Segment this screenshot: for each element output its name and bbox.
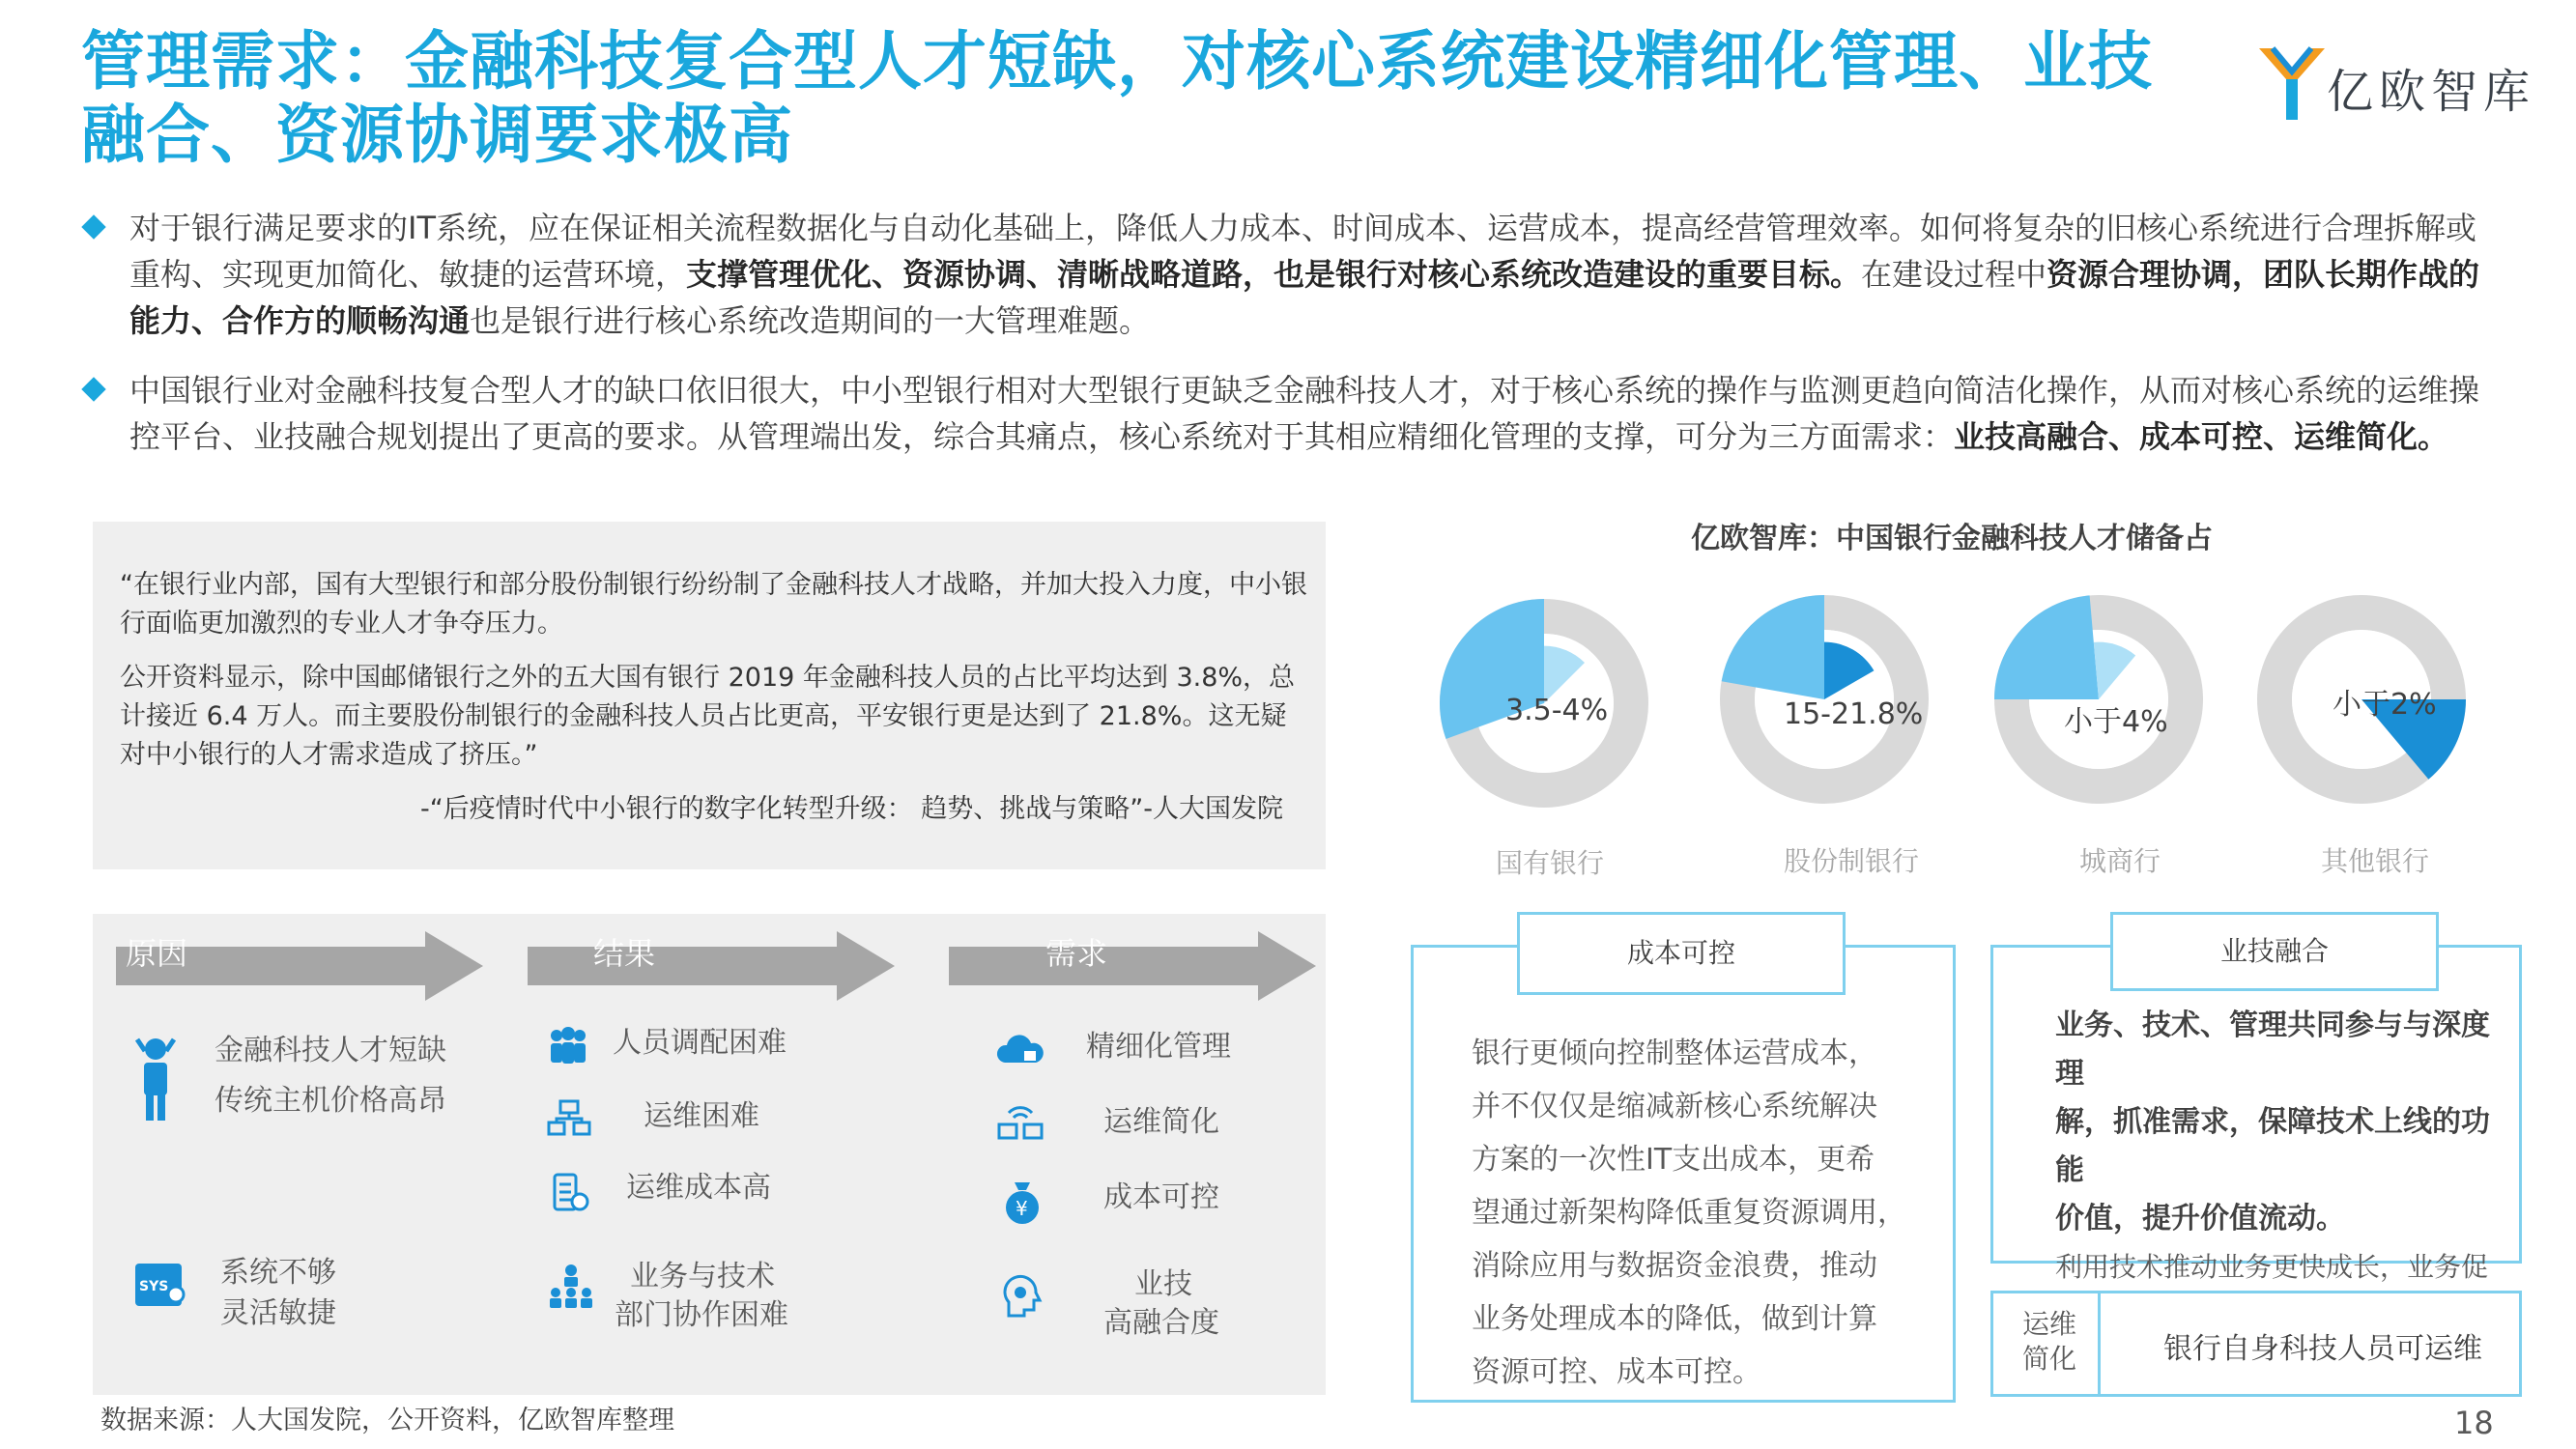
need-cost-control: 成本可控 [1103,1180,1219,1214]
need-ops-simplify: 运维简化 [1103,1105,1219,1139]
logo-text: 亿欧智库 [2327,65,2536,119]
org-chart-icon [547,1264,595,1310]
result-staffing: 人员调配困难 [613,1026,787,1060]
page-number: 18 [2454,1405,2494,1441]
result-biz-tech-line2: 部门协作困难 [615,1298,788,1332]
bullet1-text: 对于银行满足要求的IT系统，应在保证相关流程数据化与自动化基础上，降低人力成本、时间成本、运营成本，提高经营管理效率。如何将复杂的旧核心系统进行合理拆解或重构、实现更加简化、敏捷的运营环境， [129,210,2476,293]
brand-logo [2251,37,2541,124]
ops-simplify-box [1990,1291,2522,1397]
page-title [81,25,2207,172]
donut-category-other: 其他银行 [2320,845,2429,877]
reason-not-flexible-line1: 系统不够 [220,1256,336,1290]
money-bag-icon [999,1177,1045,1225]
svg-text:¥: ¥ [1016,1197,1028,1220]
donut-label-joint-stock: 15-21.8% [1784,697,1924,731]
need-fine-management: 精细化管理 [1086,1030,1231,1064]
bullet1-bold2: 资源合理协调，团队长期作战的能力、合作方的顺畅沟通 [129,256,2480,339]
quote-box [93,522,1326,869]
reason-mainframe-cost: 传统主机价格高昂 [215,1084,446,1118]
result-ops-cost: 运维成本高 [626,1171,771,1205]
reason-talent-shortage: 金融科技人才短缺 [215,1034,446,1067]
arrow-reason-label: 原因 [126,935,188,972]
biz-tech-fusion-tab: 业技融合 [2110,912,2439,991]
bullet2-text: 中国银行业对金融科技复合型人才的缺口依旧很大，中小型银行相对大型银行更缺乏金融科技人才，对于核心系统的操作与监测更趋向简洁化操作，从而对核心系统的运维操控平台、业技融合规划提出了更高的要求。从管理端出发，综合其痛点，核心系统对于其相应精细化管理的支撑，可分为三方面需求： [129,372,2480,455]
need-fusion-line1: 业技 [1134,1267,1192,1301]
donut-category-joint-stock: 股份制银行 [1783,845,1919,877]
svg-text:SYS: SYS [139,1279,169,1294]
biz-tech-fusion-box [1990,945,2522,1283]
quote-source: -“后疫情时代中小银行的数字化转型升级： 趋势、挑战与策略”-人大国发院 [419,794,1283,824]
server-cost-icon [551,1171,589,1213]
reason-not-flexible-line2: 灵活敏捷 [220,1296,336,1330]
people-group-icon [547,1026,589,1065]
ops-label: 运维 简化 [2022,1308,2077,1375]
page-title-line2: 融合、资源协调要求极高 [81,98,793,172]
donut-slice-2-0 [1994,595,2099,699]
quote-paragraph-2: 公开资料显示，除中国邮储银行之外的五大国有银行 2019 年金融科技人员的占比平均达到 3.8%，总计接近 6.4 万人。而主要股份制银行的金融科技人员占比更高，平安银行更是达到了 21.8%。这无疑对中小银行的人才需求造成了挤压。” [120,663,1296,770]
page-title-line1: 管理需求：金融科技复合型人才短缺，对核心系统建设精细化管理、业技 [81,24,2153,99]
diamond-bullet-icon [81,377,105,401]
cost-control-tab: 成本可控 [1517,912,1846,995]
bullet1-text2: 在建设过程中 [1861,256,2047,293]
ops-text: 银行自身科技人员可运维 [2163,1332,2482,1366]
reason-result-need-panel [93,914,1326,1395]
donut-label-city: 小于4% [2064,705,2168,739]
result-biz-tech-line1: 业务与技术 [630,1260,775,1293]
sys-window-icon [133,1258,187,1312]
donut-label-state: 3.5-4% [1505,694,1609,727]
logo-mark-icon [2251,37,2329,124]
head-gear-icon [999,1273,1044,1321]
diamond-bullet-icon [81,214,105,239]
cloud-lock-icon [995,1034,1045,1066]
donut-category-city: 城商行 [2078,845,2161,877]
arrow-need-label: 需求 [1045,935,1108,972]
cost-control-box [1411,945,1956,1403]
arrow-need [949,931,1316,1001]
bullet1-bold: 支撑管理优化、资源协调、清晰战略道路，也是银行对核心系统改造建设的重要目标。 [686,256,1862,293]
result-ops-difficult: 运维困难 [644,1099,759,1133]
arrow-result-label: 结果 [593,935,656,972]
donut-slice-1-0 [1722,595,1824,699]
fusion-text: 业务、技术、管理共同参与与深度理 解，抓准需求，保障技术上线的功能 价值，提升价值流动。 利用技术推动业务更快成长，业务促 [2055,1009,2490,1283]
bullet1-text3: 也是银行进行核心系统改造期间的一大管理难题。 [470,302,1151,339]
bullet-paragraph-2 [81,367,2497,460]
arrow-result [528,931,895,1001]
cost-control-text: 银行更倾向控制整体运营成本， 并不仅仅是缩减新核心系统解决 方案的一次性IT支出成本，更希 望通过新架构降低重复资源调用， 消除应用与数据资金浪费，推动 业务处理成本的降低，做到计算 资源可控、成本可控。 [1472,1037,1906,1389]
quote-paragraph-1: “在银行业内部，国有大型银行和部分股份制银行纷纷制了金融科技人才战略，并加大投入力度，中小银行面临更加激烈的专业人才争夺压力。 [120,570,1307,639]
donut-label-other: 小于2% [2333,688,2437,722]
ops-label-cell [1993,1293,2101,1394]
bullet2-bold: 业技高融合、成本可控、运维简化。 [1954,418,2449,455]
data-source: 数据来源：人大国发院，公开资料，亿欧智库整理 [100,1406,674,1435]
donut-category-state: 国有银行 [1495,847,1604,879]
donut-chart-title: 亿欧智库：中国银行金融科技人才储备占 [1691,522,2213,555]
need-fusion-line2: 高融合度 [1103,1306,1219,1340]
wifi-devices-icon [995,1101,1045,1146]
network-devices-icon [547,1099,591,1138]
stressed-person-icon [131,1034,180,1122]
bullet-paragraph-1 [81,205,2497,344]
